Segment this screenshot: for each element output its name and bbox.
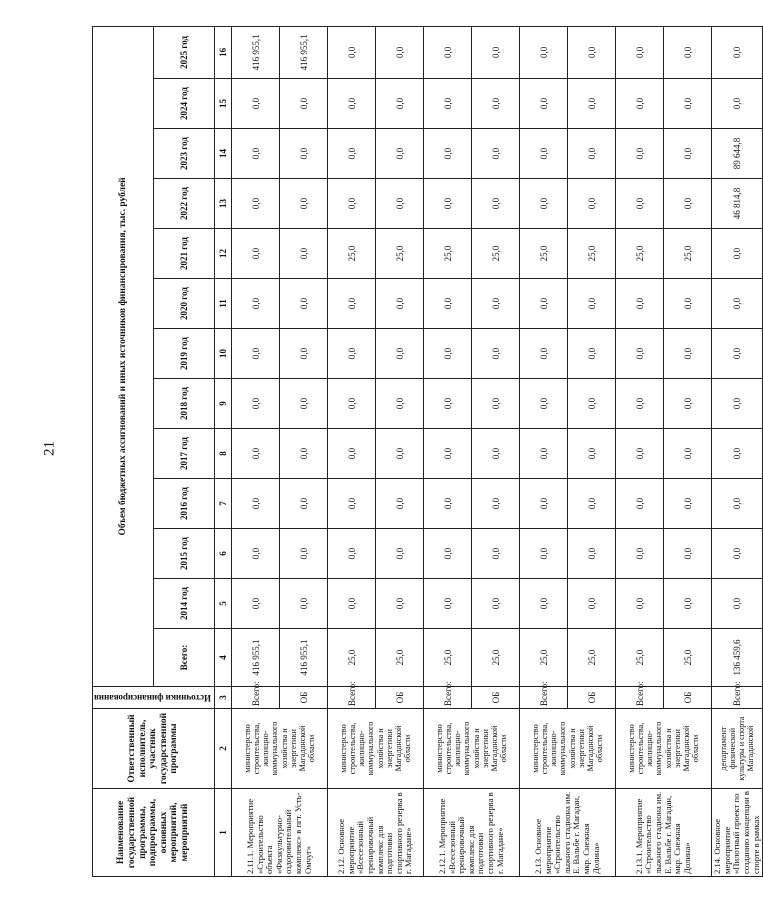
- row-value: 0,0: [376, 26, 424, 78]
- row-value: 25,0: [472, 629, 520, 687]
- row-value: 0,0: [472, 479, 520, 529]
- row-value: 0,0: [232, 129, 280, 179]
- row-value: 0,0: [520, 79, 568, 129]
- column-number: 11: [215, 279, 232, 329]
- row-value: 0,0: [424, 79, 472, 129]
- row-executor: министерство строительства, жилищно-коммунального хозяйства и энергетики Магаданской области: [424, 709, 520, 789]
- row-value: 0,0: [328, 79, 376, 129]
- row-value: 0,0: [712, 229, 763, 279]
- row-value: 0,0: [328, 529, 376, 579]
- row-value: 0,0: [712, 26, 763, 78]
- row-source: Всего:: [616, 687, 664, 709]
- row-value: 0,0: [616, 129, 664, 179]
- row-value: 0,0: [424, 329, 472, 379]
- row-value: 0,0: [232, 529, 280, 579]
- row-value: 0,0: [232, 79, 280, 129]
- header-year: 2023 год: [154, 129, 215, 179]
- row-value: 0,0: [472, 79, 520, 129]
- row-value: 25,0: [376, 229, 424, 279]
- row-value: 25,0: [568, 629, 616, 687]
- row-value: 0,0: [664, 129, 712, 179]
- table-row: [712, 26, 763, 876]
- row-name: 2.11.1. Мероприятие «Строительство объекта «Физкультурно-оздоровительный комплекс» в пгт. Усть-Омчуг»: [232, 789, 328, 877]
- row-value: 0,0: [520, 279, 568, 329]
- column-number: 6: [215, 529, 232, 579]
- row-value: 0,0: [376, 329, 424, 379]
- row-value: 25,0: [664, 229, 712, 279]
- row-value: 0,0: [664, 26, 712, 78]
- row-value: 0,0: [328, 279, 376, 329]
- row-executor: департамент физической культуры и спорта Магаданской: [712, 709, 763, 789]
- row-value: 0,0: [328, 329, 376, 379]
- row-source: ОБ: [472, 687, 520, 709]
- row-value: 0,0: [616, 529, 664, 579]
- row-value: 0,0: [232, 279, 280, 329]
- row-value: 0,0: [520, 379, 568, 429]
- row-value: 0,0: [232, 179, 280, 229]
- header-name: Наименование государственной программы, подпрограммы, основных мероприятий, мероприятий: [93, 789, 215, 877]
- row-value: 25,0: [664, 629, 712, 687]
- row-value: 0,0: [472, 529, 520, 579]
- row-value: 25,0: [424, 629, 472, 687]
- row-source: ОБ: [280, 687, 328, 709]
- row-value: 25,0: [424, 229, 472, 279]
- row-value: 0,0: [520, 179, 568, 229]
- row-value: 0,0: [232, 579, 280, 629]
- row-value: 0,0: [232, 329, 280, 379]
- row-value: 89 644,8: [712, 129, 763, 179]
- row-value: 0,0: [376, 129, 424, 179]
- table-row: [616, 26, 664, 876]
- header-year: 2019 год: [154, 329, 215, 379]
- row-source: Всего:: [328, 687, 376, 709]
- header-year: 2024 год: [154, 79, 215, 129]
- row-source: Всего:: [520, 687, 568, 709]
- header-year: 2017 год: [154, 429, 215, 479]
- row-value: 25,0: [328, 229, 376, 279]
- row-value: 0,0: [712, 79, 763, 129]
- row-value: 0,0: [568, 279, 616, 329]
- row-name: 2.13.1. Мероприятие «Строительство лыжного стадиона им. Е. Вальбе г. Магадан, мкр. Снежная Долина»: [616, 789, 712, 877]
- row-executor: министерство строительства, жилищно-коммунального хозяйства и энергетики Магаданской области: [616, 709, 712, 789]
- row-value: 0,0: [424, 479, 472, 529]
- row-value: 0,0: [520, 479, 568, 529]
- column-number: 16: [215, 26, 232, 78]
- row-source: ОБ: [568, 687, 616, 709]
- header-year: 2021 год: [154, 229, 215, 279]
- row-value: 0,0: [424, 129, 472, 179]
- row-name: 2.13. Основное мероприятие «Строительство лыжного стадиона им. Е. Вальбе г. Магадан, мкр. Снежная Долина»: [520, 789, 616, 877]
- row-value: 25,0: [616, 629, 664, 687]
- row-value: 0,0: [424, 379, 472, 429]
- row-value: 0,0: [616, 329, 664, 379]
- row-value: 25,0: [520, 229, 568, 279]
- row-value: 0,0: [664, 479, 712, 529]
- row-value: 0,0: [520, 26, 568, 78]
- row-value: 0,0: [568, 379, 616, 429]
- column-number: 7: [215, 479, 232, 529]
- row-value: 0,0: [616, 79, 664, 129]
- column-number: 14: [215, 129, 232, 179]
- row-value: 25,0: [520, 629, 568, 687]
- row-source: Всего:: [232, 687, 280, 709]
- row-value: 0,0: [376, 429, 424, 479]
- row-value: 25,0: [472, 229, 520, 279]
- row-value: 0,0: [616, 26, 664, 78]
- row-name: 2.12. Основное мероприятие «Всесезонный тренировочный комплекс для подготовки спортивного резерва в г. Магадане»: [328, 789, 424, 877]
- row-source: ОБ: [664, 687, 712, 709]
- table-row: [232, 26, 280, 876]
- row-value: 0,0: [568, 179, 616, 229]
- row-value: 0,0: [616, 279, 664, 329]
- budget-table-sheet: [92, 27, 761, 877]
- column-number: 2: [215, 709, 232, 789]
- row-value: 0,0: [280, 129, 328, 179]
- row-value: 0,0: [472, 329, 520, 379]
- row-value: 0,0: [376, 179, 424, 229]
- row-value: 416 955,1: [280, 26, 328, 78]
- row-value: 25,0: [328, 629, 376, 687]
- row-value: 0,0: [424, 529, 472, 579]
- row-value: 0,0: [280, 229, 328, 279]
- row-value: 0,0: [280, 379, 328, 429]
- row-value: 0,0: [568, 529, 616, 579]
- column-number: 5: [215, 579, 232, 629]
- budget-table: [92, 26, 763, 877]
- row-value: 0,0: [328, 129, 376, 179]
- row-value: 0,0: [280, 479, 328, 529]
- row-value: 0,0: [280, 279, 328, 329]
- row-value: 0,0: [616, 579, 664, 629]
- row-value: 0,0: [376, 279, 424, 329]
- row-value: 0,0: [376, 579, 424, 629]
- row-value: 0,0: [712, 329, 763, 379]
- row-value: 0,0: [328, 579, 376, 629]
- row-value: 0,0: [664, 179, 712, 229]
- row-value: 0,0: [280, 179, 328, 229]
- row-value: 0,0: [712, 429, 763, 479]
- row-value: 0,0: [280, 329, 328, 379]
- row-value: 0,0: [664, 529, 712, 579]
- row-value: 25,0: [616, 229, 664, 279]
- row-value: 0,0: [712, 529, 763, 579]
- row-source: ОБ: [376, 687, 424, 709]
- column-number: 4: [215, 629, 232, 687]
- header-year: 2020 год: [154, 279, 215, 329]
- header-funding: Объем бюджетных ассигнований и иных источников финансирования, тыс. рублей: [93, 26, 154, 686]
- row-value: 0,0: [328, 429, 376, 479]
- row-value: 0,0: [616, 179, 664, 229]
- header-source: [93, 687, 215, 709]
- row-value: 0,0: [568, 479, 616, 529]
- row-value: 0,0: [472, 179, 520, 229]
- row-value: 0,0: [568, 26, 616, 78]
- row-value: 0,0: [664, 279, 712, 329]
- row-value: 0,0: [376, 529, 424, 579]
- row-name: 2.12.1. Мероприятие «Всесезонный тренировочный комплекс для подготовки спортивного резерва в г. Магадане»: [424, 789, 520, 877]
- column-number: 13: [215, 179, 232, 229]
- row-value: 0,0: [376, 379, 424, 429]
- row-executor: министерство строительства, жилищно-коммунального хозяйства и энергетики Магаданской области: [328, 709, 424, 789]
- row-value: 0,0: [664, 579, 712, 629]
- row-value: 0,0: [376, 79, 424, 129]
- row-value: 0,0: [424, 179, 472, 229]
- header-year: 2018 год: [154, 379, 215, 429]
- row-value: 0,0: [328, 179, 376, 229]
- row-source: Всего:: [424, 687, 472, 709]
- row-value: 0,0: [472, 129, 520, 179]
- row-value: 0,0: [616, 429, 664, 479]
- row-value: 0,0: [712, 479, 763, 529]
- row-source: Всего:: [712, 687, 763, 709]
- table-row: [424, 26, 472, 876]
- row-value: 0,0: [568, 79, 616, 129]
- row-value: 0,0: [376, 479, 424, 529]
- header-source-label: Источники финансирования: [94, 692, 211, 703]
- row-value: 25,0: [568, 229, 616, 279]
- row-executor: министерство строительства, жилищно-коммунального хозяйства и энергетики Магаданской области: [520, 709, 616, 789]
- row-value: 0,0: [328, 379, 376, 429]
- row-value: 0,0: [328, 479, 376, 529]
- row-value: 0,0: [520, 579, 568, 629]
- page-number: 21: [41, 441, 58, 456]
- row-value: 0,0: [232, 479, 280, 529]
- row-value: 0,0: [280, 529, 328, 579]
- row-value: 0,0: [712, 279, 763, 329]
- table-row: [520, 26, 568, 876]
- column-number: 12: [215, 229, 232, 279]
- row-value: 0,0: [568, 329, 616, 379]
- header-year: 2016 год: [154, 479, 215, 529]
- row-value: 0,0: [664, 429, 712, 479]
- row-value: 0,0: [616, 379, 664, 429]
- row-value: 0,0: [664, 379, 712, 429]
- header-year: 2014 год: [154, 579, 215, 629]
- row-value: 0,0: [424, 279, 472, 329]
- header-year: 2022 год: [154, 179, 215, 229]
- row-value: 0,0: [424, 26, 472, 78]
- row-value: 0,0: [520, 529, 568, 579]
- row-value: 0,0: [232, 229, 280, 279]
- row-value: 0,0: [232, 379, 280, 429]
- row-value: 0,0: [472, 379, 520, 429]
- column-number: 1: [215, 789, 232, 877]
- row-value: 0,0: [424, 429, 472, 479]
- column-number: 3: [215, 687, 232, 709]
- row-value: 0,0: [568, 579, 616, 629]
- row-value: 0,0: [664, 329, 712, 379]
- row-value: 0,0: [712, 579, 763, 629]
- row-value: 46 814,8: [712, 179, 763, 229]
- row-value: 0,0: [472, 579, 520, 629]
- row-value: 0,0: [472, 429, 520, 479]
- column-number: 8: [215, 429, 232, 479]
- row-value: 0,0: [568, 129, 616, 179]
- row-value: 0,0: [424, 579, 472, 629]
- header-year: 2015 год: [154, 529, 215, 579]
- row-executor: министерство строительства, жилищно-коммунального хозяйства и энергетики Магаданской области: [232, 709, 328, 789]
- row-value: 0,0: [568, 429, 616, 479]
- row-value: 416 955,1: [232, 26, 280, 78]
- row-value: 416 955,1: [232, 629, 280, 687]
- row-value: 416 955,1: [280, 629, 328, 687]
- row-value: 0,0: [328, 26, 376, 78]
- header-year: 2025 год: [154, 26, 215, 78]
- row-value: 0,0: [280, 429, 328, 479]
- column-number: 9: [215, 379, 232, 429]
- row-value: 136 459,6: [712, 629, 763, 687]
- row-value: 0,0: [520, 329, 568, 379]
- row-value: 0,0: [280, 79, 328, 129]
- row-value: 0,0: [520, 429, 568, 479]
- row-value: 0,0: [232, 429, 280, 479]
- row-value: 0,0: [712, 379, 763, 429]
- row-value: 0,0: [664, 79, 712, 129]
- row-value: 0,0: [520, 129, 568, 179]
- row-value: 0,0: [472, 279, 520, 329]
- header-executor: Ответственный исполнитель, участник государственной программы: [93, 709, 215, 789]
- table-row: [328, 26, 376, 876]
- row-value: 25,0: [376, 629, 424, 687]
- row-name: 2.14. Основное мероприятие «Пилотный проект по созданию концепции в спорте в рамках: [712, 789, 763, 877]
- column-number: 10: [215, 329, 232, 379]
- row-value: 0,0: [472, 26, 520, 78]
- row-value: 0,0: [280, 579, 328, 629]
- row-value: 0,0: [616, 479, 664, 529]
- column-number: 15: [215, 79, 232, 129]
- header-total: Всего:: [154, 629, 215, 687]
